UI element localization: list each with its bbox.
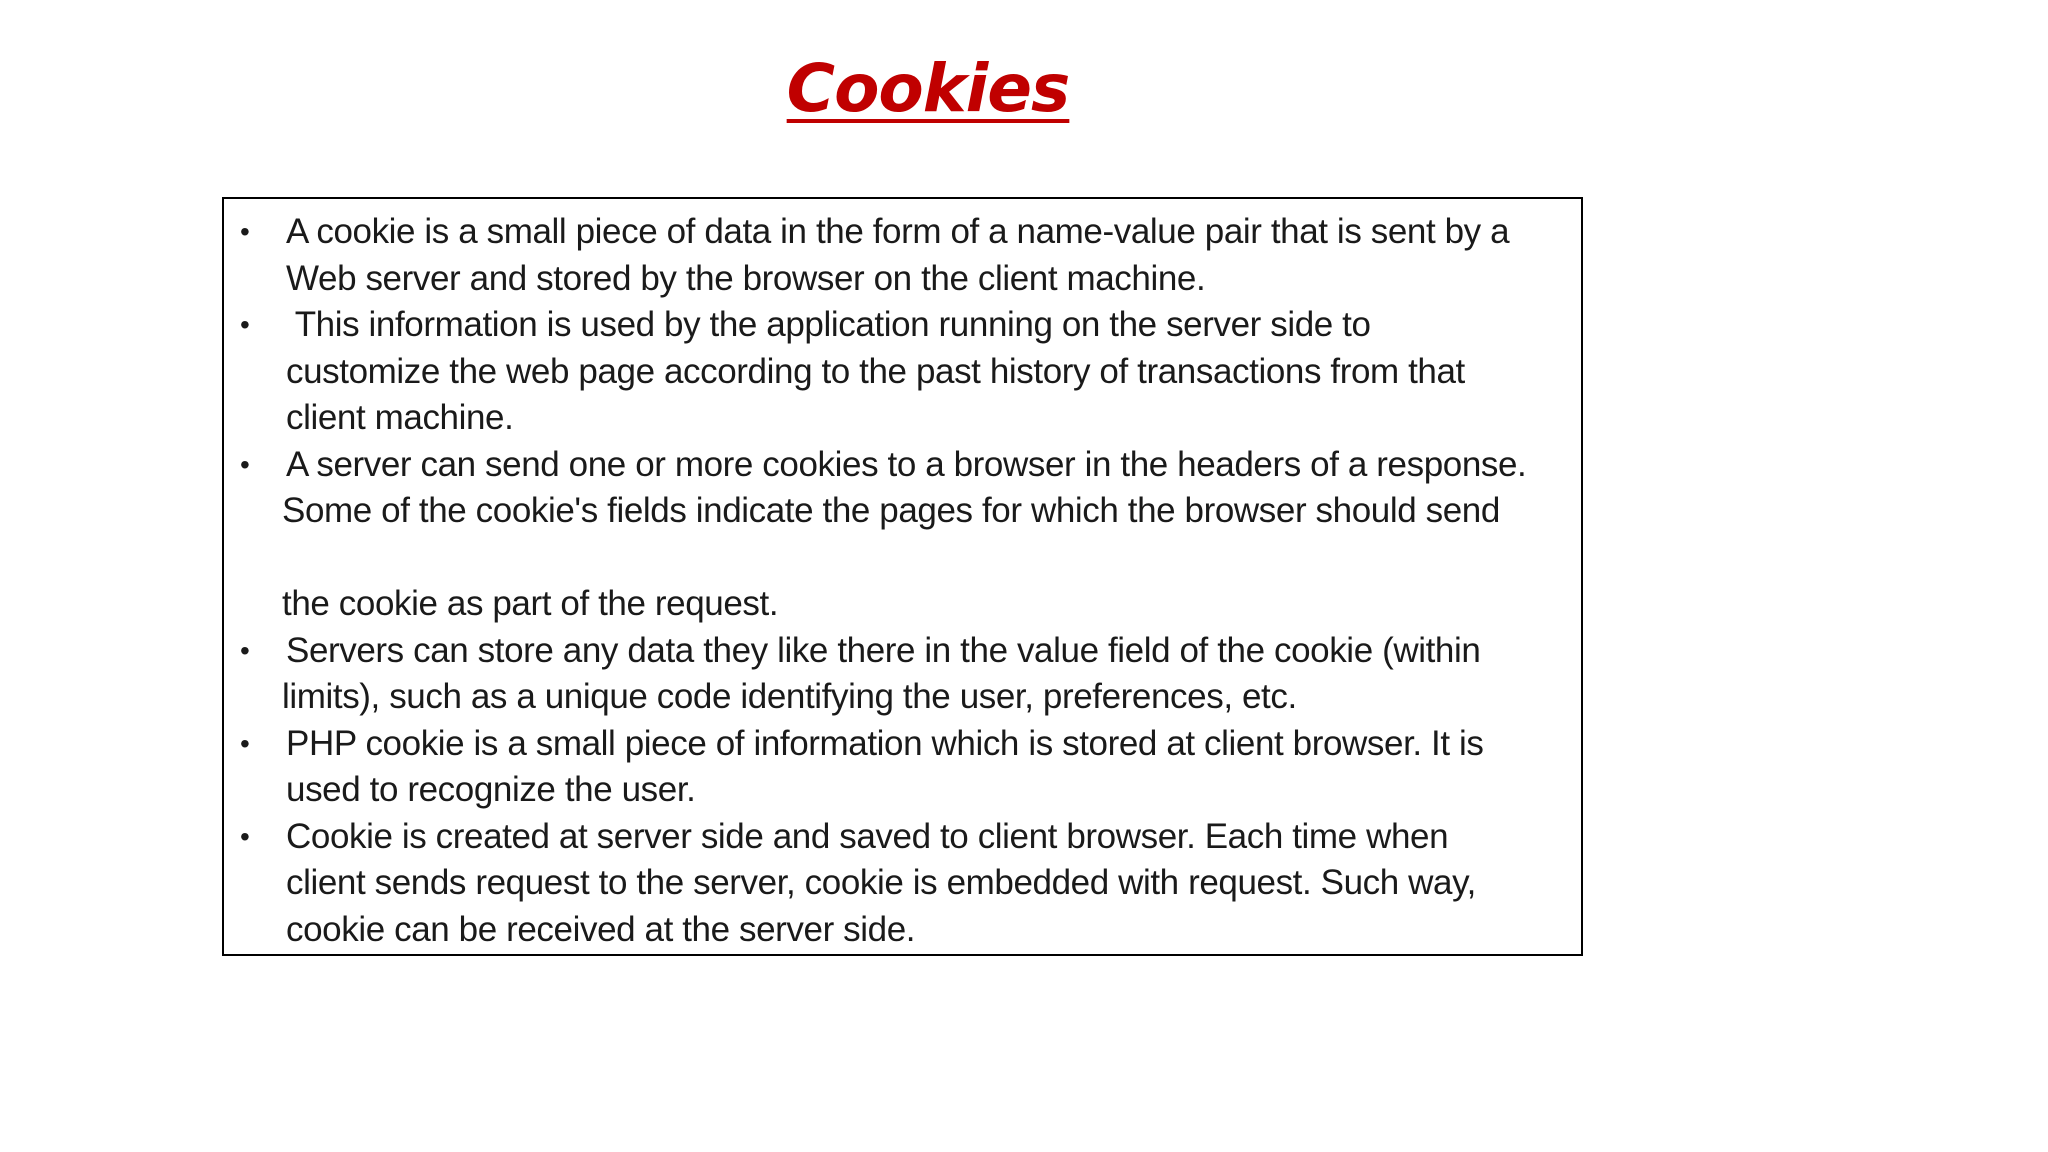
bullet-item <box>224 628 1581 721</box>
bullet-icon: • <box>240 727 250 759</box>
bullet-line: This information is used by the application running on the server side to <box>286 305 1371 344</box>
bullet-item <box>224 302 1581 442</box>
bullet-line: PHP cookie is a small piece of information which is stored at client browser. It is <box>286 723 1484 763</box>
bullet-line: customize the web page according to the past history of transactions from that <box>286 351 1465 391</box>
bullet-line: the cookie as part of the request. <box>282 584 779 623</box>
bullet-line: A server can send one or more cookies to a browser in the headers of a response. <box>286 444 1527 484</box>
bullet-line: Web server and stored by the browser on the client machine. <box>286 258 1206 298</box>
bullet-list <box>224 209 1581 953</box>
bullet-item <box>224 721 1581 814</box>
bullet-icon: • <box>240 634 250 666</box>
bullet-line: limits), such as a unique code identifying the user, preferences, etc. <box>282 677 1297 716</box>
bullet-line: client machine. <box>286 398 514 437</box>
bullet-item <box>224 442 1581 628</box>
bullet-item <box>224 814 1581 954</box>
bullet-icon: • <box>240 216 250 247</box>
bullet-line: Some of the cookie's fields indicate the pages for which the browser should send <box>282 491 1500 530</box>
blank-line <box>286 535 1573 582</box>
bullet-line: used to recognize the user. <box>286 770 696 809</box>
bullet-line: A cookie is a small piece of data in the form of a name-value pair that is sent by a <box>286 212 1510 251</box>
slide-title: Cookies <box>786 50 1070 127</box>
content-box <box>222 197 1583 956</box>
bullet-icon: • <box>240 309 250 340</box>
bullet-line: Servers can store any data they like there in the value field of the cookie (within <box>286 630 1481 670</box>
bullet-line: client sends request to the server, cookie is embedded with request. Such way, <box>286 863 1476 902</box>
bullet-item <box>224 209 1581 302</box>
bullet-icon: • <box>240 820 250 852</box>
bullet-icon: • <box>240 448 250 480</box>
bullet-line: Cookie is created at server side and saved to client browser. Each time when <box>286 816 1449 856</box>
bullet-line: cookie can be received at the server side. <box>286 909 916 949</box>
